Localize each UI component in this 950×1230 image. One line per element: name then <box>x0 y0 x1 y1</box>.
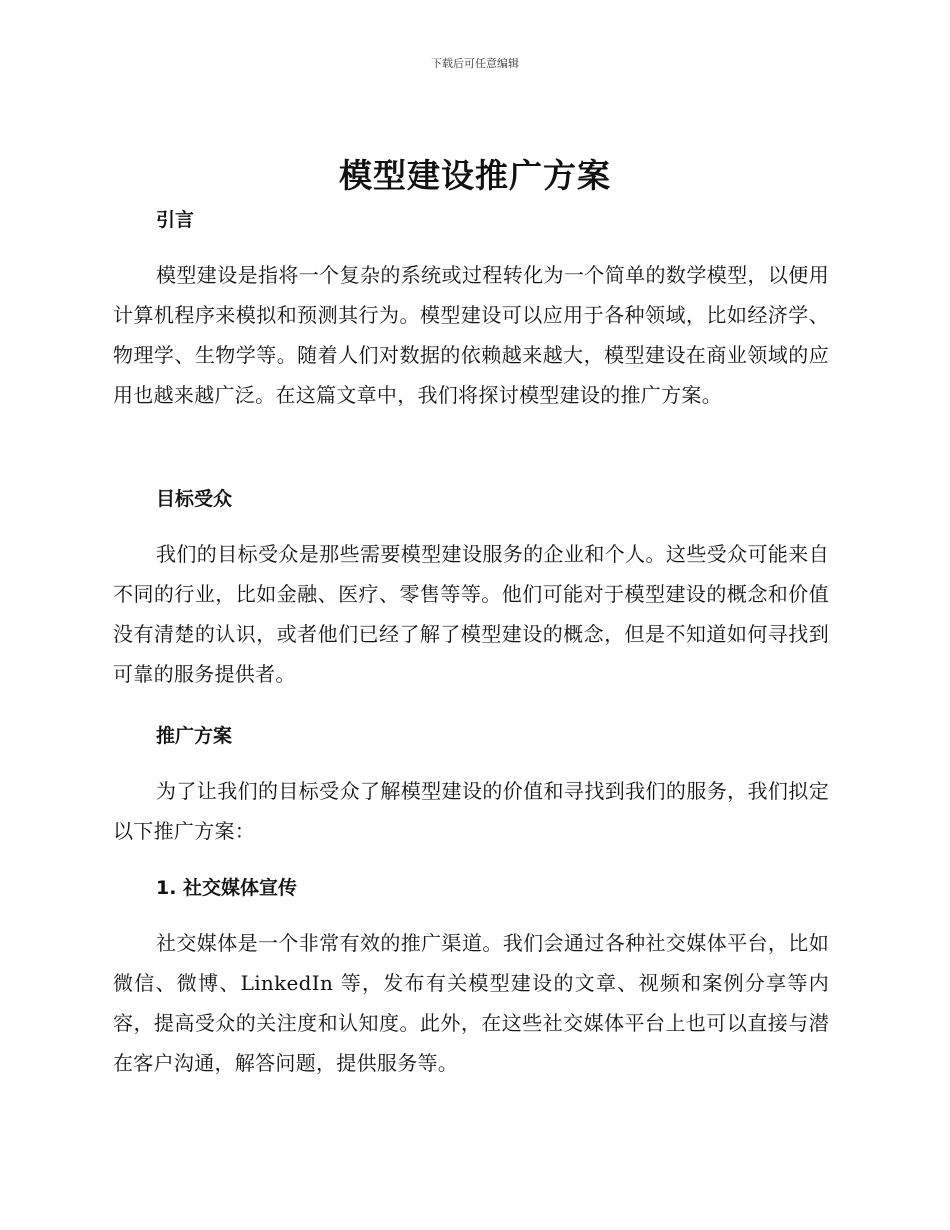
section-paragraph-intro: 模型建设是指将一个复杂的系统或过程转化为一个简单的数学模型，以便用计算机程序来模拟和预测其行为。模型建设可以应用于各种领域，比如经济学、物理学、生物学等。随着人们对数据的依赖越来越大，模型建设在商业领域的应用也越来越广泛。在这篇文章中，我们将探讨模型建设的推广方案。 <box>113 263 829 407</box>
document-title: 模型建设推广方案 <box>339 156 611 195</box>
section-paragraph-social-media: 社交媒体是一个非常有效的推广渠道。我们会通过各种社交媒体平台，比如微信、微博、LinkedIn 等，发布有关模型建设的文章、视频和案例分享等内容，提高受众的关注度和认知度。此外，在这些社交媒体平台上也可以直接与潜在客户沟通，解答问题，提供服务等。 <box>113 931 829 1075</box>
section-paragraph-promotion-plan: 为了让我们的目标受众了解模型建设的价值和寻找到我们的服务，我们拟定以下推广方案： <box>113 779 829 843</box>
section-heading-intro: 引言 <box>156 209 195 231</box>
section-heading-social-media: 1. 社交媒体宣传 <box>156 877 298 899</box>
section-paragraph-target-audience: 我们的目标受众是那些需要模型建设服务的企业和个人。这些受众可能来自不同的行业，比如金融、医疗、零售等等。他们可能对于模型建设的概念和价值没有清楚的认识，或者他们已经了解了模型建设的概念，但是不知道如何寻找到可靠的服务提供者。 <box>113 542 829 686</box>
header-note: 下载后可任意编辑 <box>431 57 519 70</box>
section-heading-promotion-plan: 推广方案 <box>156 725 233 747</box>
section-heading-target-audience: 目标受众 <box>156 488 233 510</box>
